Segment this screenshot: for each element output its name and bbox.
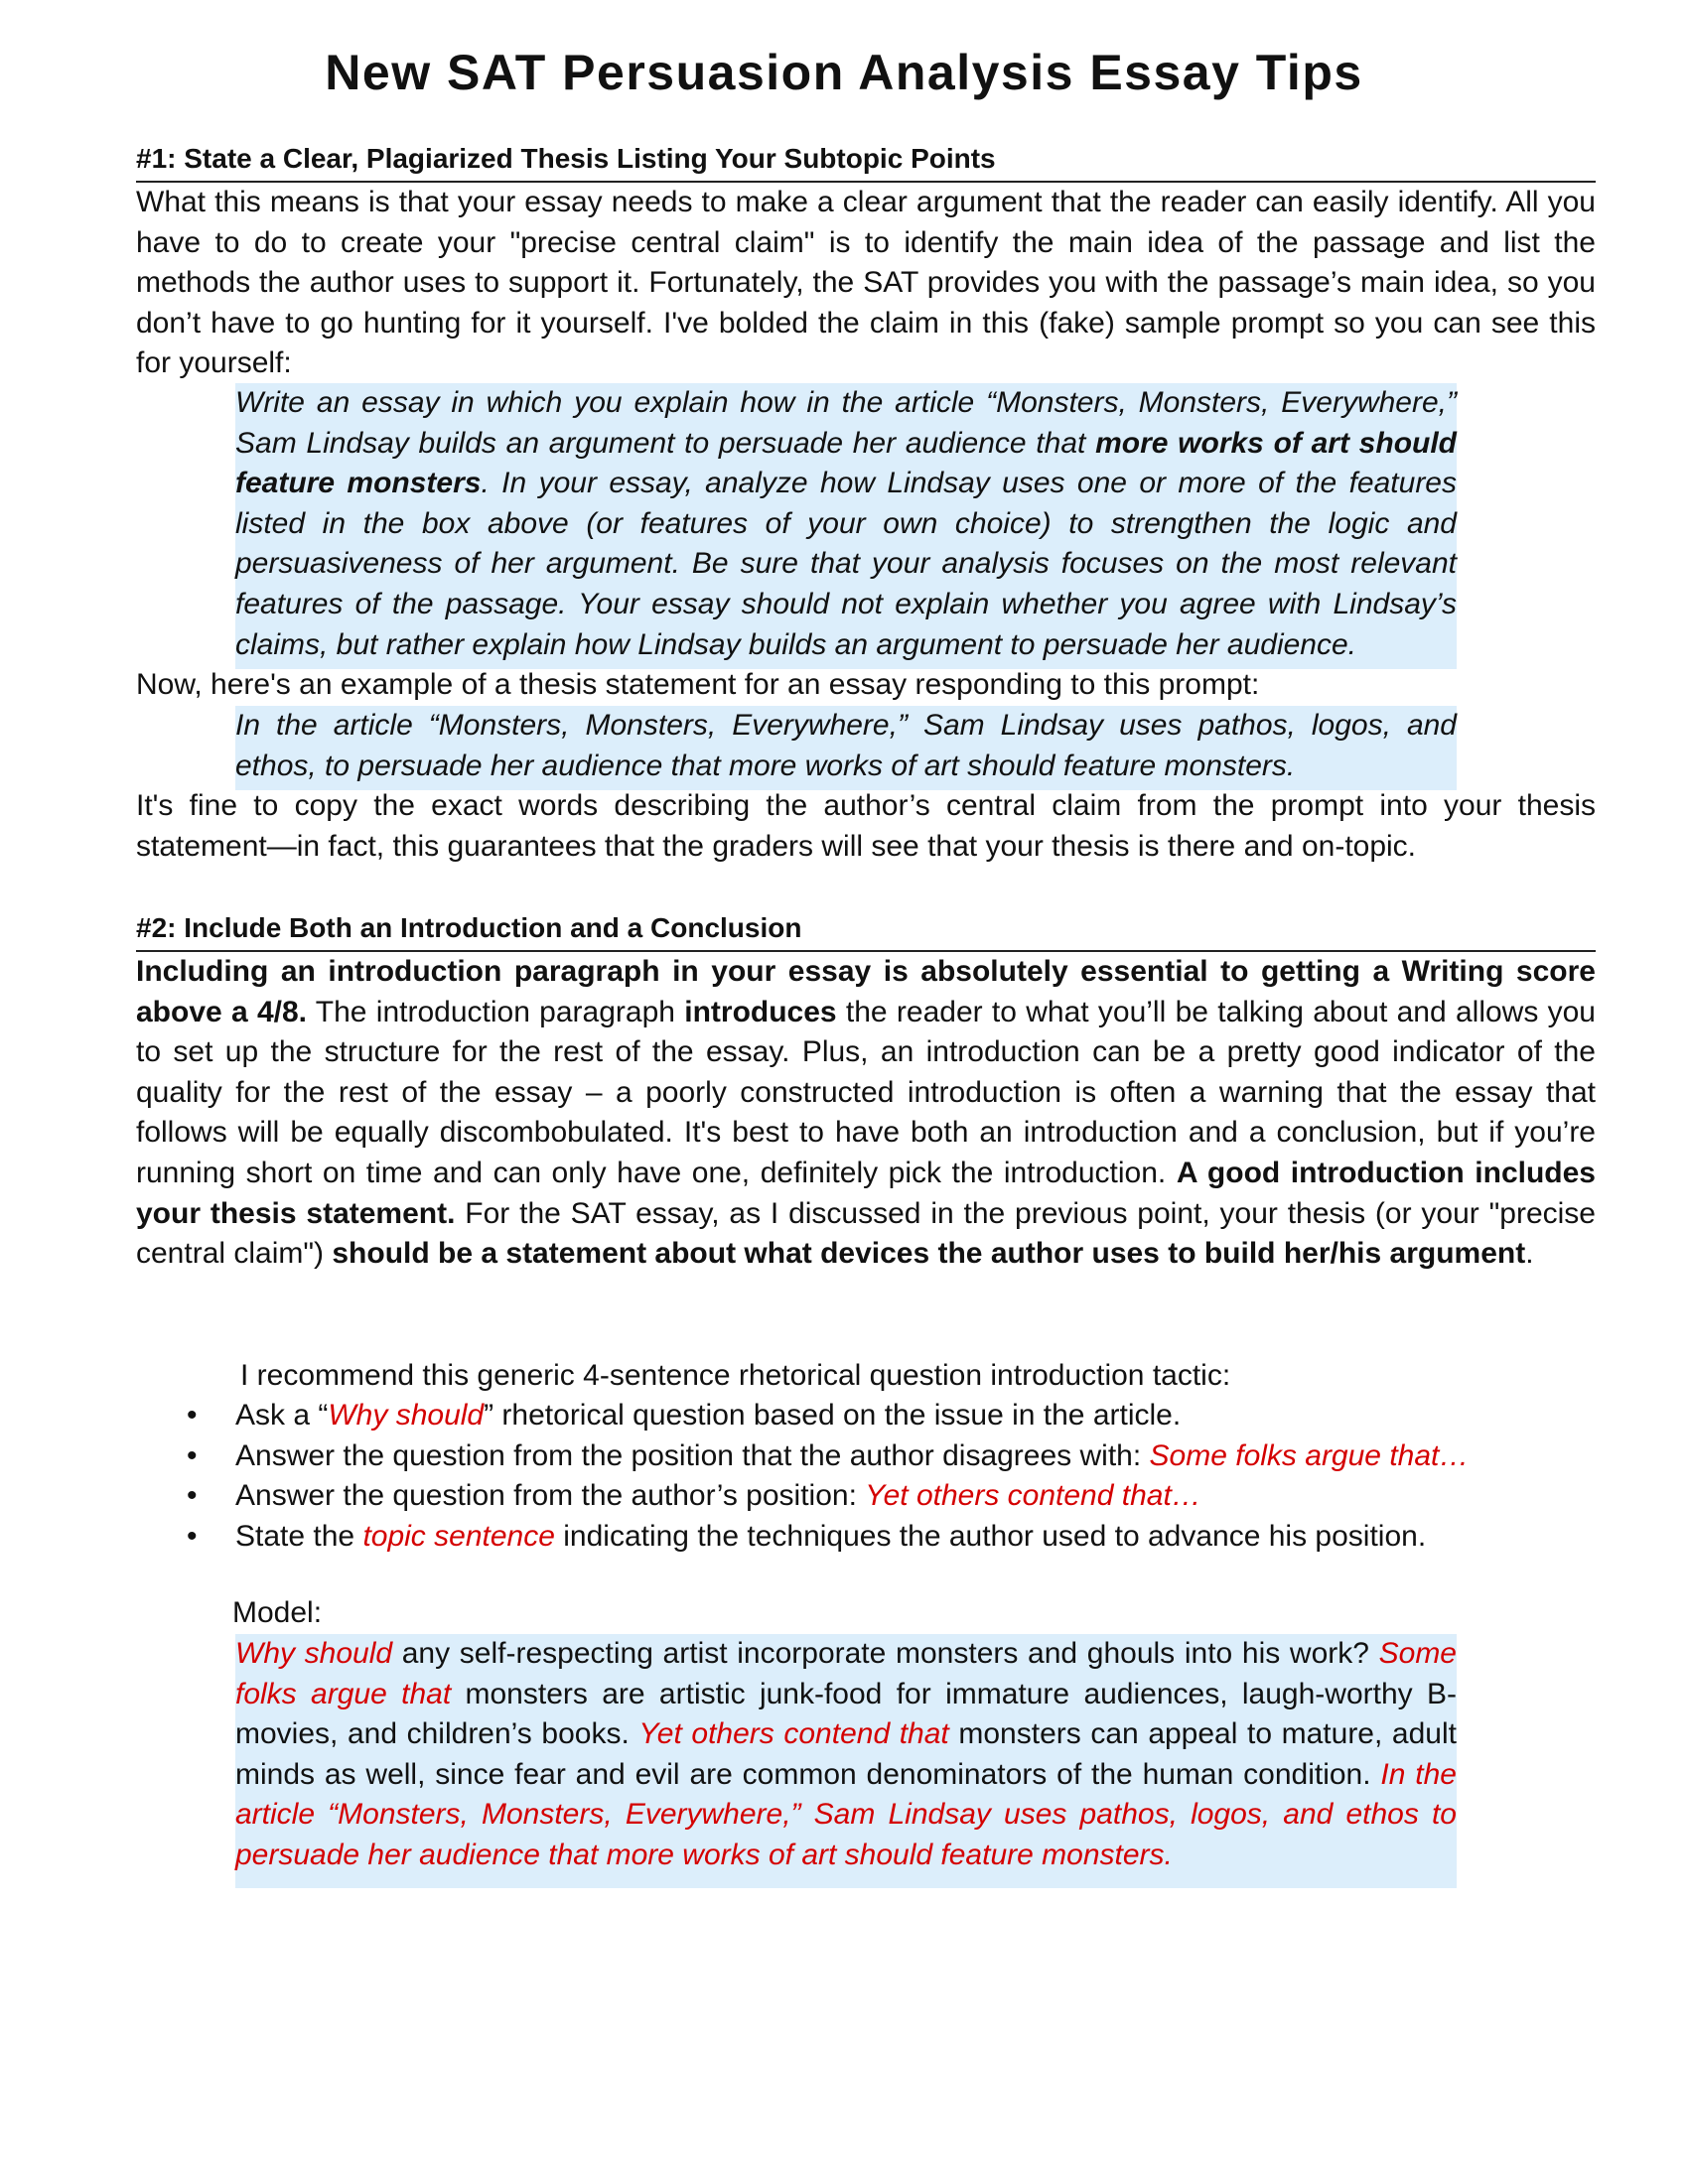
- model-red-1: Why should: [235, 1637, 393, 1670]
- prompt-claim: more works of art should feature monsters: [235, 426, 1458, 500]
- tactic-list: [179, 1396, 1589, 1557]
- section1-heading: #1: State a Clear, Plagiarized Thesis Listing Your Subtopic Points: [136, 139, 1596, 183]
- sample-prompt: [235, 383, 1457, 669]
- model-text-3: monsters can appeal to mature, adult minds as well, since fear and evil are common denominators of the human condition.: [235, 1717, 1457, 1791]
- model-text-1: any self-respecting artist incorporate monsters and ghouls into his work?: [392, 1637, 1379, 1670]
- model-text-2: monsters are artistic junk-food for immature audiences, laugh-worthy B-movies, and children’s books.: [235, 1677, 1457, 1751]
- s2-bold-4: should be a statement about what devices the author uses to build her/his argument: [332, 1237, 1526, 1271]
- section1: [136, 139, 1596, 384]
- section1-closing-block: [136, 786, 1596, 867]
- section2: [136, 908, 1596, 1275]
- example-lead: Now, here's an example of a thesis statement for an essay responding to this prompt:: [136, 668, 1260, 701]
- section1-closing: It's fine to copy the exact words describing the author’s central claim from the prompt into your thesis statement—in fact, this guarantees that the graders will see that your thesis is there and on-topic.: [136, 789, 1596, 863]
- model-label: Model:: [232, 1596, 323, 1629]
- model-red-3: Yet others contend that: [638, 1717, 949, 1751]
- s2-bold-1: Including an introduction paragraph in your essay is absolutely essential to getting a Writing score above a 4/8.: [136, 955, 1596, 1028]
- list-item: • State the topic sentence indicating the techniques the author used to advance his position.: [179, 1517, 1589, 1558]
- s2-text-4: .: [1525, 1237, 1534, 1271]
- example-thesis: In the article “Monsters, Monsters, Everywhere,” Sam Lindsay uses pathos, logos, and ethos, to persuade her audience that more works of art should feature monsters.: [235, 706, 1457, 790]
- prompt-text-2: . In your essay, analyze how Lindsay uses one or more of the features listed in the box above (or features of your own choice) to strengthen the logic and persuasiveness of her argument. Be sure that your analysis focuses on the most relevant features of the passage. Your essay should not explain whether you agree with Lindsay’s claims, but rather explain how Lindsay builds an argument to persuade her audience.: [235, 467, 1457, 661]
- s2-text-2: the reader to what you’ll be talking about and allows you to set up the structure for the rest of the essay. Plus, an introduction can be a pretty good indicator of the quality for the rest of the essay – a poorly constructed introduction is often a warning that the essay that follows will be equally discombobulated. It's best to have both an introduction and a conclusion, but if you’re running short on time and can only have one, definitely pick the introduction.: [136, 995, 1596, 1189]
- prompt-text-1: Write an essay in which you explain how in the article “Monsters, Monsters, Everywhere,” Sam Lindsay builds an argument to persuade her audience that: [235, 386, 1457, 460]
- section1-intro: What this means is that your essay needs to make a clear argument that the reader can easily identify. All you have to do to create your "precise central claim" is to identify the main idea of the passage and list the methods the author uses to support it. Fortunately, the SAT provides you with the passage’s main idea, so you don’t have to go hunting for it yourself. I've bolded the claim in this (fake) sample prompt so you can see this for yourself:: [136, 186, 1596, 380]
- list-item: • Answer the question from the author’s position: Yet others contend that…: [179, 1476, 1589, 1517]
- section2-heading: #2: Include Both an Introduction and a Conclusion: [136, 908, 1596, 952]
- section2-body: [136, 952, 1596, 1275]
- page-title: New SAT Persuasion Analysis Essay Tips: [325, 45, 1363, 100]
- s2-bold-2: introduces: [684, 995, 837, 1028]
- model-red-2: Some folks argue that: [235, 1637, 1457, 1710]
- s2-bold-3: A good introduction includes your thesis statement.: [136, 1156, 1596, 1230]
- model-paragraph: [235, 1634, 1457, 1888]
- recommend-line: I recommend this generic 4-sentence rhetorical question introduction tactic:: [240, 1359, 1231, 1392]
- list-item: • Ask a “Why should” rhetorical question based on the issue in the article.: [179, 1396, 1589, 1436]
- model-red-4: In the article “Monsters, Monsters, Everywhere,” Sam Lindsay uses pathos, logos, and ethos to persuade her audience that more works of art should feature monsters.: [235, 1757, 1457, 1871]
- list-item: • Answer the question from the position that the author disagrees with: Some folks argue that…: [179, 1436, 1589, 1477]
- s2-text-3: For the SAT essay, as I discussed in the previous point, your thesis (or your "precise central claim"): [136, 1196, 1596, 1271]
- s2-text-1: The introduction paragraph: [307, 995, 685, 1028]
